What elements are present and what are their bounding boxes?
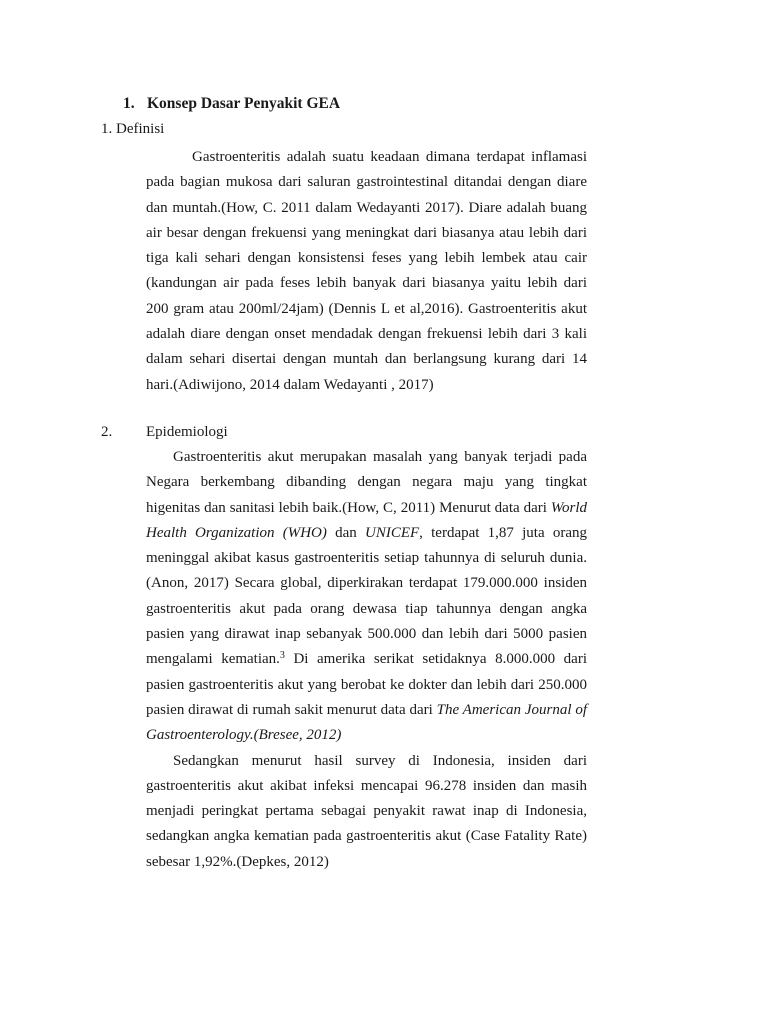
section-number: 2.	[101, 424, 113, 440]
footnote-marker: 3	[279, 650, 285, 662]
who-reference: World Health Organization (WHO)	[146, 499, 587, 541]
epidemiologi-paragraph-2: Sedangkan menurut hasil survey di Indonesia, insiden dari gastroenteritis akut akibat infeksi mencapai 96.278 insiden dan masih menjadi peringkat pertama sebagai penyakit rawat inap di Indonesia, sedangkan angka kematian pada gastroenteritis akut (Case Fatality Rate) sebesar 1,92%.(Depkes, 2012)	[146, 752, 587, 870]
section-label-epidemiologi	[101, 424, 112, 441]
text-run: Gastroenteritis akut merupakan masalah yang banyak terjadi pada Negara berkembang dibanding dengan negara maju yang tingkat higenitas dan sanitasi lebih baik.(How, C, 2011) Menurut data dari	[146, 449, 587, 516]
section-heading	[123, 95, 340, 113]
journal-reference: The American Journal of Gastroenterology.(Bresee, 2012)	[146, 701, 587, 744]
text-run: Di amerika serikat setidaknya 8.000.000 dari pasien gastroenteritis akut yang berobat ke dokter dan lebih dari 250.000 pasien dirawat di rumah sakit menurut data dari	[146, 651, 587, 718]
heading-title: Konsep Dasar Penyakit GEA	[147, 95, 341, 112]
section-label-definisi: 1. Definisi	[101, 121, 165, 137]
unicef-reference: UNICEF	[364, 524, 420, 541]
epidemiologi-paragraph-1	[146, 445, 587, 749]
definisi-paragraph: Gastroenteritis adalah suatu keadaan dimana terdapat inflamasi pada bagian mukosa dari saluran gastrointestinal ditandai dengan diare dan muntah.(How, C. 2011 dalam Wedayanti 2017). Diare adalah buang air besar dengan frekuensi yang meningkat dari biasanya atau lebih dari tiga kali sehari dengan konsistensi feses yang lebih lembek atau cair (kandungan air pada feses lebih banyak dari biasanya yaitu lebih dari 200 gram atau 200ml/24jam) (Dennis L et al,2016). Gastroenteritis akut adalah diare dengan onset mendadak dengan frekuensi lebih dari 3 kali dalam sehari disertai dengan muntah dan berlangsung kurang dari 14 hari.(Adiwijono, 2014 dalam Wedayanti , 2017)	[146, 149, 587, 393]
section-title-epidemiologi: Epidemiologi	[146, 424, 228, 440]
text-run: dan	[326, 524, 365, 541]
definisi-body	[146, 145, 587, 398]
text-run: , terdapat 1,87 juta orang meninggal akibat kasus gastroenteritis setiap tahunnya di seluruh dunia.(Anon, 2017) Secara global, diperkirakan terdapat 179.000.000 insiden gastroenteritis akut pada orang dewasa tiap tahunnya dengan angka pasien yang dirawat inap sebanyak 500.000 dan lebih dari 5000 pasien mengalami kematian.	[146, 524, 587, 668]
epidemiologi-body	[146, 445, 587, 875]
heading-number: 1.	[123, 95, 135, 112]
